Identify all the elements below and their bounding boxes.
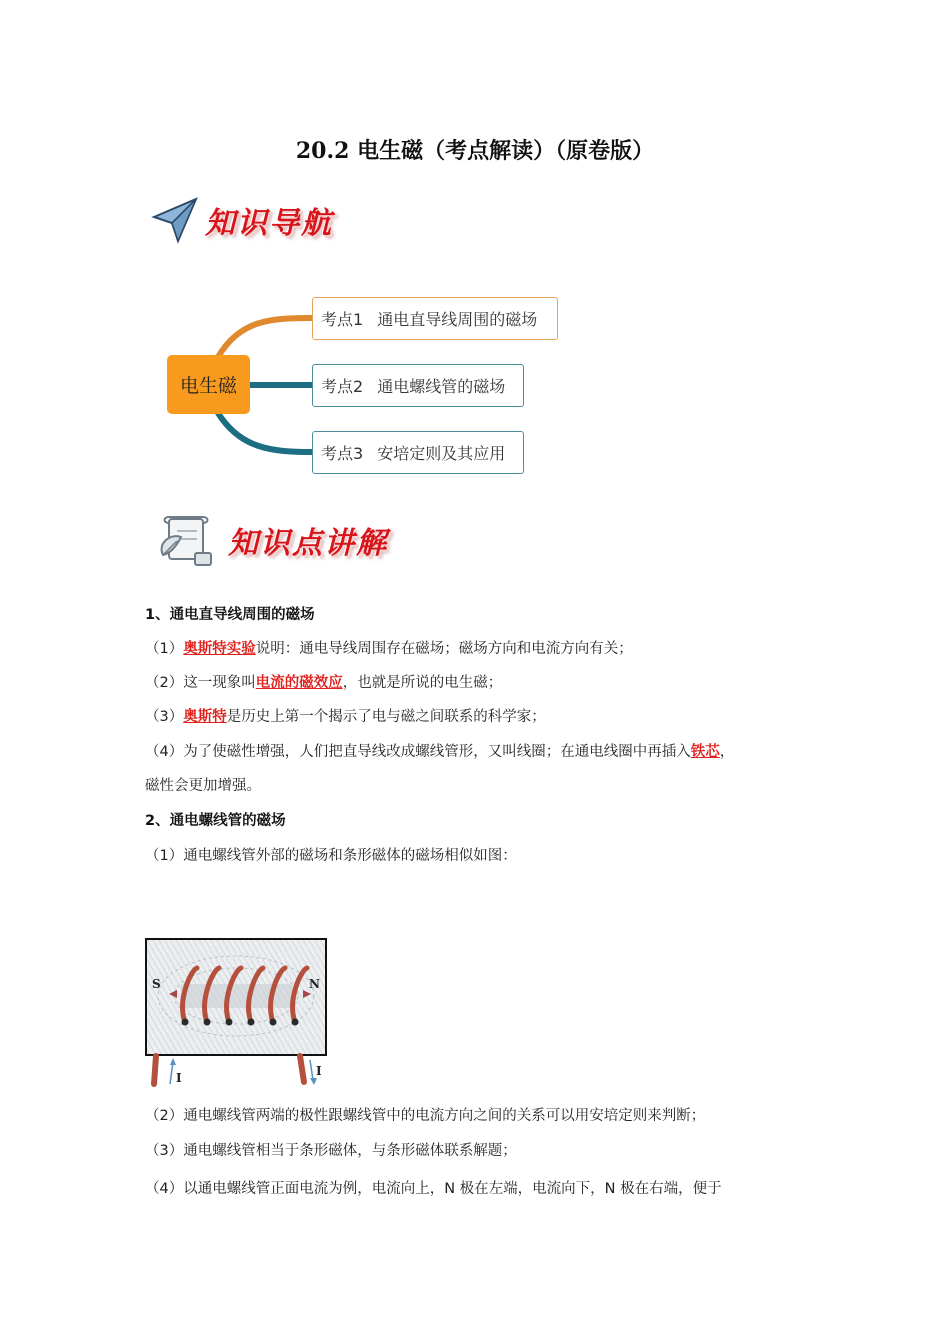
text: ，也就是所说的电生磁； [342,675,503,691]
scroll-quill-icon [155,515,217,570]
section1-heading: 1、通电直导线周围的磁场 [145,607,315,623]
mindmap-center-node: 电生磁 [167,355,250,414]
section1-paragraph-3 [145,705,546,726]
current-label-left: I [176,1071,182,1085]
section2-paragraph-2: （2）通电螺线管两端的极性跟螺线管中的电流方向之间的关系可以用安培定则来判断； [145,1108,706,1124]
text: 说明：通电导线周围存在磁场；磁场方向和电流方向有关； [255,641,633,657]
node-label: 考点1 [321,310,364,329]
text: （3） [145,709,184,725]
highlight: 奥斯特实验 [183,641,256,657]
section1-paragraph-4 [145,740,734,761]
highlight: 奥斯特 [183,709,227,725]
pole-label-n: N [309,977,320,991]
lead-wires [140,1052,340,1092]
section2-paragraph-4: （4）以通电螺线管正面电流为例，电流向上，N 极在左端，电流向下，N 极在右端，便于 [145,1181,722,1197]
node-text: 通电直导线周围的磁场 [377,310,538,329]
explain-banner-title: 知识点讲解 [228,526,388,561]
page-title: 20.2 电生磁（考点解读）（原卷版） [295,138,655,164]
section2-paragraph-1: （1）通电螺线管外部的磁场和条形磁体的磁场相似如图： [145,848,517,864]
node-label: 考点2 [321,377,364,396]
node-label: 考点3 [321,444,364,463]
mindmap-node-2 [312,364,524,407]
section2-paragraph-3: （3）通电螺线管相当于条形磁体，与条形磁体联系解题； [145,1143,517,1159]
text: 是历史上第一个揭示了电与磁之间联系的科学家； [226,709,546,725]
node-text: 安培定则及其应用 [377,444,506,463]
section1-paragraph-1 [145,637,633,658]
section1-paragraph-2 [145,671,502,692]
nav-banner-title: 知识导航 [205,206,333,241]
solenoid-field-photo [145,938,327,1056]
section2-heading: 2、通电螺线管的磁场 [145,813,286,829]
section1-paragraph-4-cont: 磁性会更加增强。 [145,778,261,794]
pole-label-s: S [152,977,161,991]
highlight: 电流的磁效应 [255,675,343,691]
current-label-right: I [316,1064,322,1078]
text: （4）为了使磁性增强，人们把直导线改成螺线管形，又叫线圈；在通电线圈中再插入 [145,744,691,760]
highlight: 铁芯 [690,744,720,760]
text: （2）这一现象叫 [145,675,256,691]
node-text: 通电螺线管的磁场 [377,377,506,396]
mindmap-node-3 [312,431,524,474]
text: ， [719,744,735,760]
mindmap-node-1 [312,297,558,340]
text: （1） [145,641,184,657]
